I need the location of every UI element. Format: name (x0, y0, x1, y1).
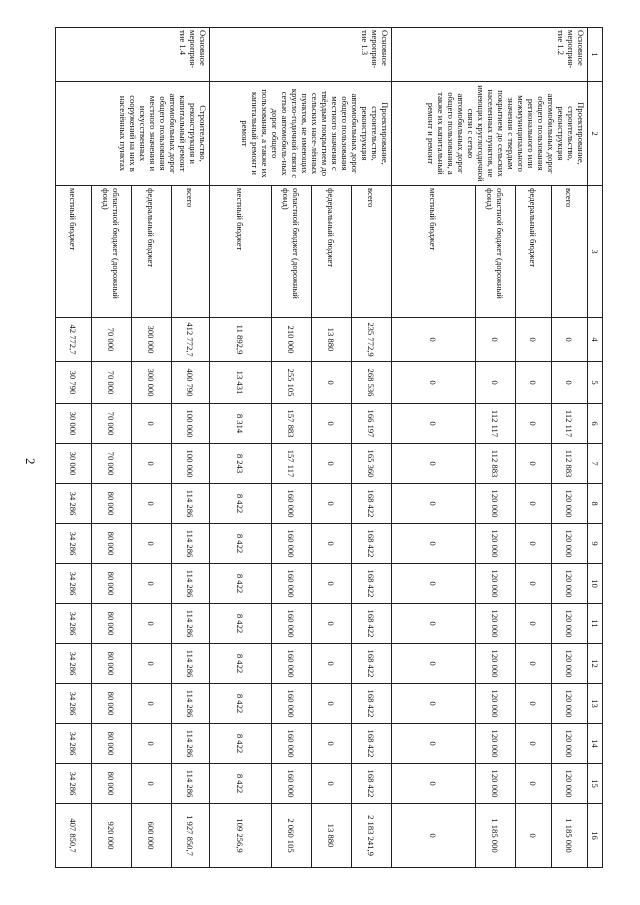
amount-cell: 255 105 (272, 362, 312, 404)
measure-name: Основное мероприя-тие 1.4 (56, 28, 210, 82)
amount-cell: 114 286 (172, 524, 210, 564)
amount-cell: 114 286 (172, 604, 210, 644)
measure-name: Основное мероприя-тие 1.3 (210, 28, 392, 82)
amount-cell: 80 000 (92, 724, 132, 764)
amount-cell: 8 422 (210, 764, 272, 804)
amount-cell: 1 185 000 (552, 804, 588, 868)
column-number: 16 (588, 804, 603, 868)
funding-source: областной бюджет (дорожный фонд) (92, 186, 132, 318)
amount-cell: 70 000 (92, 318, 132, 362)
amount-cell: 0 (392, 484, 476, 524)
amount-cell: 34 286 (56, 764, 92, 804)
measure-description: Проектирование, строительство, реконструкция автомобильных дорог общего пользования регионального или межмуниципального значения с твердым покрытием до сельских населенных пунктов, не имеющих круглогодичной связи с сетью автомобильных дорог общего пользования, а также их капитальный ремонт и ремонт (392, 82, 588, 186)
amount-cell: 8 314 (210, 404, 272, 444)
amount-cell: 0 (132, 644, 172, 684)
amount-cell: 0 (516, 764, 552, 804)
amount-cell: 0 (392, 524, 476, 564)
amount-cell: 160 000 (272, 644, 312, 684)
amount-cell: 8 422 (210, 484, 272, 524)
amount-cell: 120 000 (552, 644, 588, 684)
amount-cell: 120 000 (476, 764, 516, 804)
amount-cell: 30 000 (56, 404, 92, 444)
amount-cell: 120 000 (552, 684, 588, 724)
amount-cell: 0 (312, 764, 352, 804)
amount-cell: 0 (132, 524, 172, 564)
amount-cell: 0 (132, 444, 172, 484)
column-number: 5 (588, 362, 603, 404)
amount-cell: 0 (312, 444, 352, 484)
amount-cell: 0 (516, 804, 552, 868)
amount-cell: 300 000 (132, 318, 172, 362)
amount-cell: 0 (552, 318, 588, 362)
amount-cell: 0 (392, 604, 476, 644)
amount-cell: 160 000 (272, 764, 312, 804)
amount-cell: 0 (312, 724, 352, 764)
amount-cell: 11 892,9 (210, 318, 272, 362)
measure-description: Строительство, реконструкция и капитальный ремонт автомобильных дорог общего пользования местного значения и искусственных сооружений на них в населённых пунктах (56, 82, 210, 186)
amount-cell: 0 (392, 564, 476, 604)
amount-cell: 0 (312, 564, 352, 604)
amount-cell: 8 422 (210, 724, 272, 764)
amount-cell: 80 000 (92, 564, 132, 604)
amount-cell: 114 286 (172, 684, 210, 724)
amount-cell: 120 000 (476, 484, 516, 524)
amount-cell: 114 286 (172, 724, 210, 764)
amount-cell: 407 850,7 (56, 804, 92, 868)
amount-cell: 120 000 (476, 684, 516, 724)
funding-source: всего (352, 186, 392, 318)
amount-cell: 80 000 (92, 524, 132, 564)
amount-cell: 268 536 (352, 362, 392, 404)
funding-source: местный бюджет (210, 186, 272, 318)
amount-cell: 0 (312, 604, 352, 644)
funding-source: местный бюджет (392, 186, 476, 318)
amount-cell: 0 (132, 604, 172, 644)
amount-cell: 120 000 (476, 604, 516, 644)
amount-cell: 100 000 (172, 444, 210, 484)
amount-cell: 120 000 (552, 764, 588, 804)
column-number: 14 (588, 724, 603, 764)
amount-cell: 13 880 (312, 318, 352, 362)
amount-cell: 0 (392, 764, 476, 804)
amount-cell: 160 000 (272, 484, 312, 524)
funding-source: областной бюджет (дорожный фонд) (476, 186, 516, 318)
amount-cell: 168 422 (352, 644, 392, 684)
amount-cell: 0 (392, 444, 476, 484)
amount-cell: 0 (516, 318, 552, 362)
amount-cell: 0 (312, 484, 352, 524)
amount-cell: 120 000 (552, 484, 588, 524)
table-row (552, 28, 588, 868)
amount-cell: 0 (132, 404, 172, 444)
amount-cell: 109 256,9 (210, 804, 272, 868)
amount-cell: 112 117 (476, 404, 516, 444)
amount-cell: 920 000 (92, 804, 132, 868)
amount-cell: 13 880 (312, 804, 352, 868)
funding-source: областной бюджет (дорожный фонд) (272, 186, 312, 318)
amount-cell: 0 (516, 644, 552, 684)
amount-cell: 0 (392, 684, 476, 724)
amount-cell: 0 (516, 444, 552, 484)
amount-cell: 0 (516, 362, 552, 404)
amount-cell: 34 286 (56, 524, 92, 564)
amount-cell: 13 431 (210, 362, 272, 404)
measure-name: Основное мероприя-тие 1.2 (392, 28, 588, 82)
column-number: 4 (588, 318, 603, 362)
amount-cell: 0 (516, 484, 552, 524)
amount-cell: 120 000 (552, 724, 588, 764)
amount-cell: 80 000 (92, 764, 132, 804)
amount-cell: 160 000 (272, 724, 312, 764)
amount-cell: 112 883 (476, 444, 516, 484)
amount-cell: 34 286 (56, 564, 92, 604)
column-number: 2 (588, 82, 603, 186)
amount-cell: 70 000 (92, 444, 132, 484)
column-number: 10 (588, 564, 603, 604)
amount-cell: 120 000 (476, 524, 516, 564)
amount-cell: 0 (312, 644, 352, 684)
amount-cell: 168 422 (352, 524, 392, 564)
amount-cell: 8 422 (210, 524, 272, 564)
amount-cell: 160 000 (272, 684, 312, 724)
amount-cell: 112 883 (552, 444, 588, 484)
funding-source: всего (552, 186, 588, 318)
funding-source: федеральный бюджет (132, 186, 172, 318)
amount-cell: 168 422 (352, 604, 392, 644)
amount-cell: 80 000 (92, 684, 132, 724)
amount-cell: 0 (476, 318, 516, 362)
amount-cell: 114 286 (172, 644, 210, 684)
measure-description: Проектирование, строительство, реконструкция автомобильных дорог общего пользования местного значения с твёрдым покрытием до сельских насе-лённых пунктов, не имеющих кругло-годичной связи с сетью автомобиль-ных дорог общего пользования, а также их капитальный ремонт и ремонт (210, 82, 392, 186)
amount-cell: 210 000 (272, 318, 312, 362)
column-number: 7 (588, 444, 603, 484)
amount-cell: 0 (516, 404, 552, 444)
amount-cell: 114 286 (172, 484, 210, 524)
amount-cell: 0 (312, 524, 352, 564)
column-number: 3 (588, 186, 603, 318)
amount-cell: 0 (552, 362, 588, 404)
amount-cell: 0 (516, 724, 552, 764)
amount-cell: 168 422 (352, 764, 392, 804)
amount-cell: 8 422 (210, 604, 272, 644)
amount-cell: 80 000 (92, 604, 132, 644)
amount-cell: 120 000 (476, 724, 516, 764)
amount-cell: 168 422 (352, 484, 392, 524)
amount-cell: 120 000 (552, 564, 588, 604)
amount-cell: 34 286 (56, 484, 92, 524)
amount-cell: 114 286 (172, 564, 210, 604)
amount-cell: 0 (516, 524, 552, 564)
amount-cell: 0 (516, 564, 552, 604)
amount-cell: 80 000 (92, 644, 132, 684)
column-number: 15 (588, 764, 603, 804)
amount-cell: 42 772,7 (56, 318, 92, 362)
amount-cell: 235 772,9 (352, 318, 392, 362)
column-number: 13 (588, 684, 603, 724)
amount-cell: 157 883 (272, 404, 312, 444)
header-row (588, 28, 603, 868)
funding-source: местный бюджет (56, 186, 92, 318)
amount-cell: 0 (312, 362, 352, 404)
rotated-page (23, 27, 603, 867)
amount-cell: 157 117 (272, 444, 312, 484)
amount-cell: 0 (392, 644, 476, 684)
amount-cell: 120 000 (552, 604, 588, 644)
amount-cell: 600 000 (132, 804, 172, 868)
column-number: 8 (588, 484, 603, 524)
column-number: 12 (588, 644, 603, 684)
amount-cell: 0 (132, 684, 172, 724)
amount-cell: 2 060 105 (272, 804, 312, 868)
amount-cell: 120 000 (476, 564, 516, 604)
amount-cell: 412 772,7 (172, 318, 210, 362)
amount-cell: 34 286 (56, 644, 92, 684)
amount-cell: 0 (392, 404, 476, 444)
amount-cell: 166 197 (352, 404, 392, 444)
funding-source: федеральный бюджет (516, 186, 552, 318)
amount-cell: 160 000 (272, 564, 312, 604)
amount-cell: 1 927 850,7 (172, 804, 210, 868)
amount-cell: 168 422 (352, 684, 392, 724)
amount-cell: 114 286 (172, 764, 210, 804)
amount-cell: 8 243 (210, 444, 272, 484)
amount-cell: 0 (132, 764, 172, 804)
amount-cell: 112 117 (552, 404, 588, 444)
amount-cell: 8 422 (210, 564, 272, 604)
amount-cell: 70 000 (92, 362, 132, 404)
amount-cell: 100 000 (172, 404, 210, 444)
amount-cell: 168 422 (352, 724, 392, 764)
amount-cell: 0 (392, 724, 476, 764)
amount-cell: 30 790 (56, 362, 92, 404)
column-number: 9 (588, 524, 603, 564)
column-number: 1 (588, 28, 603, 82)
amount-cell: 120 000 (476, 644, 516, 684)
amount-cell: 400 790 (172, 362, 210, 404)
amount-cell: 0 (476, 362, 516, 404)
column-number: 11 (588, 604, 603, 644)
amount-cell: 34 286 (56, 604, 92, 644)
amount-cell: 0 (392, 318, 476, 362)
amount-cell: 165 360 (352, 444, 392, 484)
amount-cell: 8 422 (210, 644, 272, 684)
amount-cell: 0 (132, 724, 172, 764)
amount-cell: 0 (392, 362, 476, 404)
budget-table (55, 27, 603, 868)
amount-cell: 70 000 (92, 404, 132, 444)
amount-cell: 0 (516, 684, 552, 724)
table-row (172, 28, 210, 868)
amount-cell: 2 183 241,9 (352, 804, 392, 868)
amount-cell: 0 (312, 684, 352, 724)
amount-cell: 0 (392, 804, 476, 868)
amount-cell: 168 422 (352, 564, 392, 604)
amount-cell: 8 422 (210, 684, 272, 724)
amount-cell: 0 (132, 564, 172, 604)
table-body (56, 28, 603, 868)
amount-cell: 80 000 (92, 484, 132, 524)
amount-cell: 0 (312, 404, 352, 444)
table-row (352, 28, 392, 868)
page-number: 2 (23, 458, 38, 465)
amount-cell: 160 000 (272, 524, 312, 564)
amount-cell: 1 185 000 (476, 804, 516, 868)
amount-cell: 300 000 (132, 362, 172, 404)
amount-cell: 0 (132, 484, 172, 524)
column-number: 6 (588, 404, 603, 444)
amount-cell: 30 000 (56, 444, 92, 484)
amount-cell: 34 286 (56, 724, 92, 764)
amount-cell: 0 (516, 604, 552, 644)
funding-source: всего (172, 186, 210, 318)
amount-cell: 160 000 (272, 604, 312, 644)
amount-cell: 120 000 (552, 524, 588, 564)
amount-cell: 34 286 (56, 684, 92, 724)
funding-source: федеральный бюджет (312, 186, 352, 318)
